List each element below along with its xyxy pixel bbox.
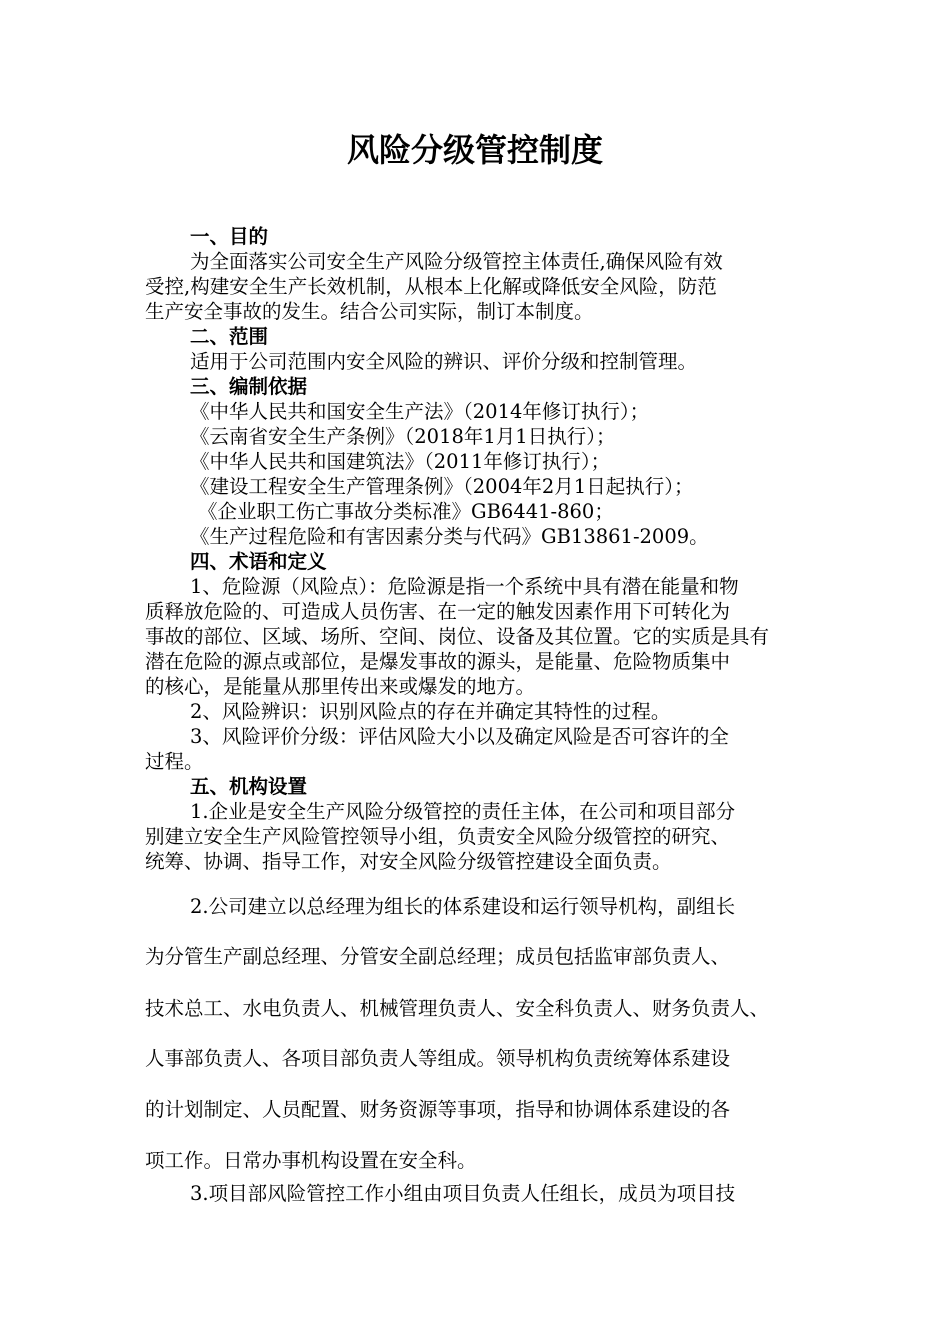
paragraph-line: 3、风险评价分级：评估风险大小以及确定风险是否可容许的全 bbox=[190, 725, 729, 748]
section-heading-terms: 四、术语和定义 bbox=[190, 550, 327, 573]
section-heading-scope: 二、范围 bbox=[190, 325, 269, 348]
paragraph-line: 质释放危险的、可造成人员伤害、在一定的触发因素作用下可转化为 bbox=[145, 600, 731, 623]
section-heading-basis: 三、编制依据 bbox=[190, 375, 308, 398]
paragraph-line: 事故的部位、区域、场所、空间、岗位、设备及其位置。它的实质是具有 bbox=[145, 625, 770, 648]
paragraph-line: 潜在危险的源点或部位，是爆发事故的源头，是能量、危险物质集中 bbox=[145, 650, 731, 673]
paragraph-line: 2.公司建立以总经理为组长的体系建设和运行领导机构，副组长 bbox=[190, 895, 736, 918]
reference-line: 《中华人民共和国安全生产法》（2014年修订执行）； bbox=[190, 400, 650, 423]
paragraph-line: 2、风险辨识：识别风险点的存在并确定其特性的过程。 bbox=[190, 700, 671, 723]
paragraph-line: 过程。 bbox=[145, 750, 204, 773]
reference-line: 《云南省安全生产条例》（2018年1月1日执行）； bbox=[190, 425, 616, 448]
paragraph-line: 受控,构建安全生产长效机制，从根本上化解或降低安全风险，防范 bbox=[145, 275, 717, 298]
section-heading-organization: 五、机构设置 bbox=[190, 775, 308, 798]
paragraph-line: 适用于公司范围内安全风险的辨识、评价分级和控制管理。 bbox=[190, 350, 698, 373]
paragraph-line: 统筹、协调、指导工作，对安全风险分级管控建设全面负责。 bbox=[145, 850, 672, 873]
paragraph-line: 别建立安全生产风险管控领导小组，负责安全风险分级管控的研究、 bbox=[145, 825, 731, 848]
section-heading-purpose: 一、目的 bbox=[190, 225, 269, 248]
reference-line: 《企业职工伤亡事故分类标准》GB6441-860； bbox=[198, 500, 614, 523]
reference-line: 《建设工程安全生产管理条例》（2004年2月1日起执行）； bbox=[190, 475, 694, 498]
paragraph-line: 3.项目部风险管控工作小组由项目负责人任组长，成员为项目技 bbox=[190, 1182, 736, 1205]
paragraph-line: 技术总工、水电负责人、机械管理负责人、安全科负责人、财务负责人、 bbox=[145, 997, 770, 1020]
reference-line: 《中华人民共和国建筑法》（2011年修订执行）； bbox=[190, 450, 611, 473]
paragraph-line: 的计划制定、人员配置、财务资源等事项，指导和协调体系建设的各 bbox=[145, 1098, 731, 1121]
paragraph-line: 项工作。日常办事机构设置在安全科。 bbox=[145, 1149, 477, 1172]
paragraph-line: 1、危险源（风险点）：危险源是指一个系统中具有潜在能量和物 bbox=[190, 575, 739, 598]
paragraph-line: 为分管生产副总经理、分管安全副总经理；成员包括监审部负责人、 bbox=[145, 945, 731, 968]
paragraph-line: 1.企业是安全生产风险分级管控的责任主体，在公司和项目部分 bbox=[190, 800, 736, 823]
paragraph-line: 生产安全事故的发生。结合公司实际，制订本制度。 bbox=[145, 300, 594, 323]
reference-line: 《生产过程危险和有害因素分类与代码》GB13861-2009。 bbox=[190, 525, 709, 548]
paragraph-line: 为全面落实公司安全生产风险分级管控主体责任,确保风险有效 bbox=[190, 250, 723, 273]
paragraph-line: 的核心，是能量从那里传出来或爆发的地方。 bbox=[145, 675, 536, 698]
paragraph-line: 人事部负责人、各项目部负责人等组成。领导机构负责统筹体系建设 bbox=[145, 1047, 731, 1070]
document-title: 风险分级管控制度 bbox=[346, 131, 603, 169]
